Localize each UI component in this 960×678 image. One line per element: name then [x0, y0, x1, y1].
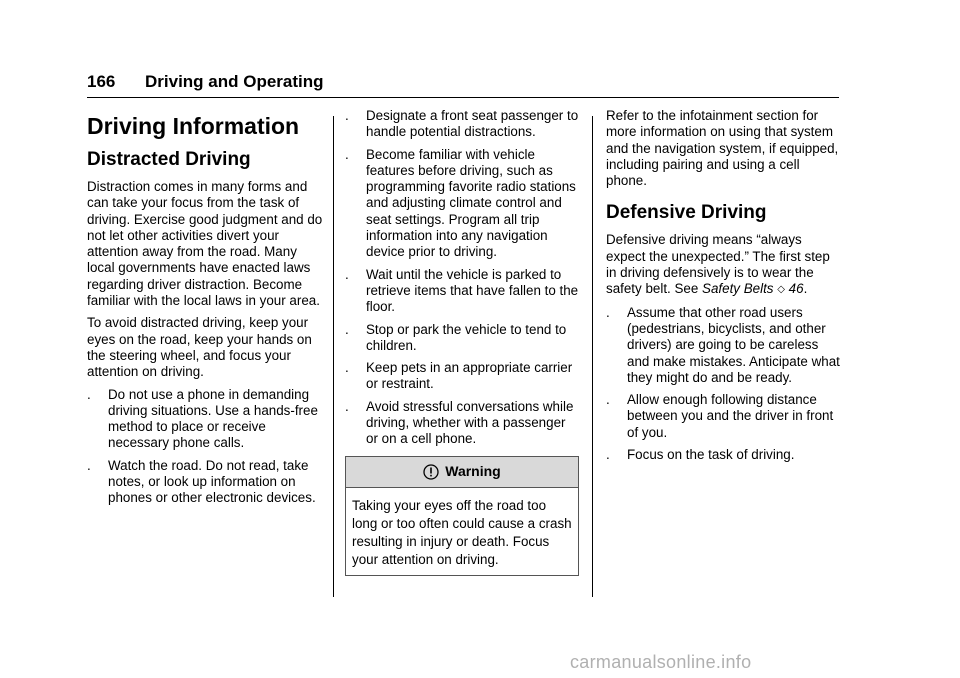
column-divider-1 — [333, 116, 334, 597]
page-header — [87, 72, 839, 98]
list-item-text: Focus on the task of driving. — [627, 447, 795, 463]
list-item-text: Designate a front seat passenger to handle potential distractions. — [366, 108, 579, 140]
subheading-distracted-driving: Distracted Driving — [87, 149, 251, 170]
list-item-text: Assume that other road users (pedestrians, bicyclists, and other drivers) are going to be careless and make mistakes. Anticipate what they might do and be ready. — [627, 304, 840, 385]
list-item-text: Watch the road. Do not read, take notes, or look up information on phones or other electronic devices. — [108, 457, 316, 506]
list-item — [606, 392, 842, 441]
section-title: Driving and Operating — [145, 72, 324, 91]
bullet-list — [345, 108, 581, 448]
list-item — [87, 458, 323, 507]
list-item-text: Keep pets in an appropriate carrier or restraint. — [366, 360, 573, 392]
warning-header — [346, 457, 578, 488]
watermark: carmanualsonline.info — [570, 652, 752, 672]
page-number: 166 — [87, 72, 116, 91]
bullet-marker: . — [345, 266, 349, 282]
bullet-marker: . — [345, 108, 349, 123]
warning-text: Taking your eyes off the road too long or too often could cause a crash resulting in injury or death. Focus your attention on driving. — [352, 497, 572, 567]
column-3 — [606, 108, 842, 469]
bullet-marker: . — [345, 398, 349, 414]
bullet-marker: . — [87, 386, 91, 402]
list-item-text: Allow enough following distance between you and the driver in front of you. — [627, 392, 834, 440]
list-item-text: Stop or park the vehicle to tend to children. — [366, 321, 567, 353]
bullet-list — [606, 305, 842, 464]
list-item — [345, 399, 581, 448]
list-item — [345, 108, 581, 141]
cross-reference-link[interactable]: Safety Belts — [702, 281, 774, 297]
paragraph: Distraction comes in many forms and can take your focus from the task of driving. Exercise good judgment and do not let other activities divert your attention away from the road. Many local governments have enacted laws regarding driver distraction. Become familiar with the local laws in your area. — [87, 179, 323, 309]
paragraph-defensive — [606, 232, 842, 298]
cross-reference-page[interactable]: 46 — [788, 281, 804, 297]
bullet-marker: . — [345, 321, 349, 337]
list-item-text: Avoid stressful conversations while driving, whether with a passenger or on a cell phone. — [366, 398, 574, 447]
paragraph: To avoid distracted driving, keep your eyes on the road, keep your hands on the steering wheel, and focus your attention on driving. — [87, 315, 312, 380]
warning-icon — [423, 464, 439, 480]
list-item-text: Become familiar with vehicle features before driving, such as programming favorite radio stations and adjusting climate control and seat settings. Program all trip information into any navigation device prior to driving. — [366, 146, 576, 260]
column-1 — [87, 108, 323, 513]
bullet-list — [87, 387, 323, 507]
bullet-marker: . — [345, 360, 349, 376]
list-item — [345, 147, 581, 261]
warning-box — [345, 456, 579, 576]
bullet-marker: . — [606, 447, 610, 463]
list-item — [87, 387, 323, 452]
warning-label: Warning — [445, 463, 501, 480]
list-item — [345, 267, 581, 316]
list-item-text: Wait until the vehicle is parked to retrieve items that have fallen to the floor. — [366, 266, 579, 315]
subheading-defensive-driving: Defensive Driving — [606, 202, 767, 224]
list-item — [606, 447, 842, 463]
column-2 — [345, 108, 581, 576]
page-ref-icon: ◇ — [777, 284, 785, 296]
bullet-marker: . — [606, 304, 610, 320]
paragraph-text: Defensive driving means “always expect the unexpected.” The first step in driving defensively is to wear the safety belt. See — [606, 232, 830, 297]
paragraph-end: . — [803, 281, 808, 297]
list-item — [606, 305, 842, 386]
column-divider-2 — [592, 116, 593, 597]
main-heading: Driving Information — [87, 113, 300, 139]
header-rule — [87, 97, 839, 98]
bullet-marker: . — [345, 146, 349, 162]
paragraph: Refer to the infotainment section for more information on using that system and the navigation system, if equipped, including pairing and using a cell phone. — [606, 108, 839, 189]
list-item-text: Do not use a phone in demanding driving situations. Use a hands-free method to place or receive necessary phone calls. — [108, 386, 318, 451]
list-item — [345, 360, 581, 393]
bullet-marker: . — [87, 457, 91, 473]
bullet-marker: . — [606, 392, 610, 408]
list-item — [345, 322, 581, 355]
